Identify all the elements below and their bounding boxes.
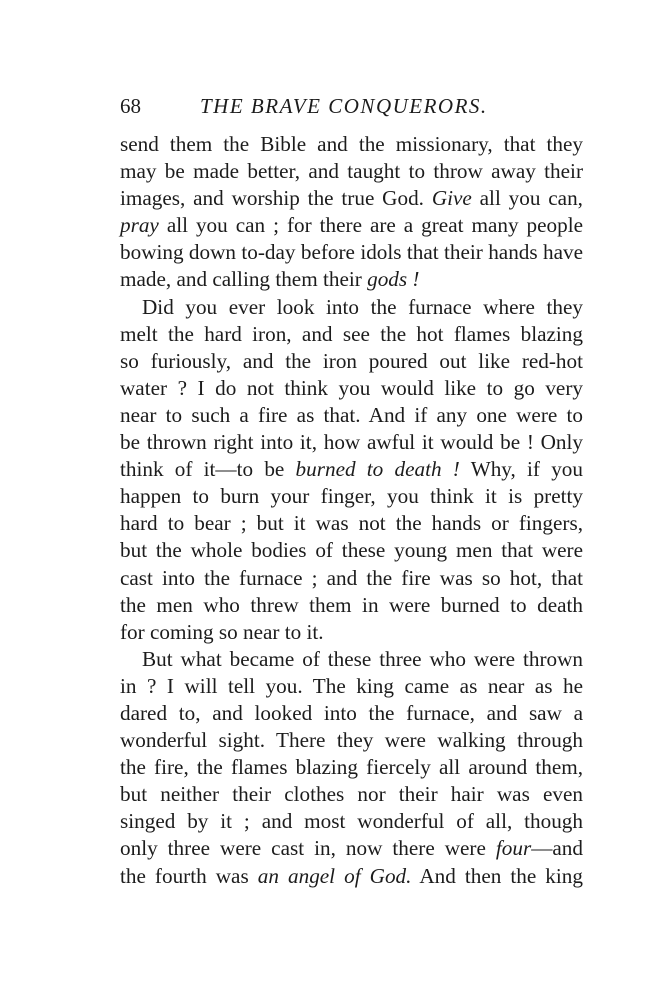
text-segment: dared to, and looked into the furnace, and saw a xyxy=(120,700,583,725)
text-line xyxy=(120,158,583,185)
text-segment: but neither their clothes nor their hair was even xyxy=(120,782,583,807)
italic-text: four xyxy=(495,836,532,861)
text-segment: bowing down to-day before idols that their hands have xyxy=(120,240,583,265)
text-line xyxy=(120,212,583,239)
running-head xyxy=(120,92,583,120)
text-segment: made, and calling them their xyxy=(120,267,368,292)
text-segment: all you can ; for there are a great many people xyxy=(158,213,583,238)
italic-text: an angel of God. xyxy=(257,863,412,888)
italic-text: burned to death ! xyxy=(295,457,460,482)
text-segment: happen to burn your finger, you think it is pretty xyxy=(120,484,583,509)
text-segment: the men who threw them in were burned to death xyxy=(120,592,583,617)
text-line xyxy=(120,565,583,592)
italic-text: Give xyxy=(431,186,472,211)
text-segment: but the whole bodies of these young men that were xyxy=(120,538,583,563)
text-segment: wonderful sight. There they were walking through xyxy=(120,728,583,753)
text-line xyxy=(120,808,583,835)
text-segment: may be made better, and taught to throw away their xyxy=(120,159,583,184)
text-segment: be thrown right into it, how awful it would be ! Only xyxy=(120,430,583,455)
text-line xyxy=(120,863,583,890)
text-segment: only three were cast in, now there were xyxy=(120,836,496,861)
text-line xyxy=(120,429,583,456)
text-segment: images, and worship the true God. xyxy=(120,186,432,211)
text-line xyxy=(120,456,583,483)
text-segment: water ? I do not think you would like to go very xyxy=(120,375,583,400)
body-text xyxy=(120,131,583,890)
text-segment: —and xyxy=(531,836,583,861)
text-line xyxy=(120,483,583,510)
text-line xyxy=(120,754,583,781)
running-title: THE BRAVE CONQUERORS. xyxy=(200,94,488,118)
text-line xyxy=(120,727,583,754)
text-segment: all you can, xyxy=(471,186,583,211)
text-segment: melt the hard iron, and see the hot flames blazing xyxy=(120,321,583,346)
text-line xyxy=(120,673,583,700)
text-line xyxy=(120,700,583,727)
text-line xyxy=(120,348,583,375)
text-segment: Why, if you xyxy=(459,457,583,482)
text-segment: hard to bear ; but it was not the hands or fingers, xyxy=(120,511,583,536)
text-line xyxy=(120,592,583,619)
text-segment: cast into the furnace ; and the fire was so hot, that xyxy=(120,565,583,590)
page-number: 68 xyxy=(120,94,141,118)
text-line xyxy=(120,646,583,673)
italic-text: gods ! xyxy=(367,267,420,292)
text-line xyxy=(120,510,583,537)
italic-text: pray xyxy=(120,213,159,238)
text-segment: the fourth was xyxy=(120,863,258,888)
text-segment: the fire, the flames blazing fiercely all around them, xyxy=(120,755,583,780)
text-segment: in ? I will tell you. The king came as near as he xyxy=(120,673,583,698)
text-line xyxy=(120,835,583,862)
text-segment: for coming so near to it. xyxy=(120,619,324,644)
text-line xyxy=(120,537,583,564)
text-line xyxy=(120,619,583,646)
text-segment: Did you ever look into the furnace where they xyxy=(142,294,583,319)
text-segment: think of it—to be xyxy=(120,457,296,482)
text-line xyxy=(120,375,583,402)
text-line xyxy=(120,131,583,158)
text-line xyxy=(120,294,583,321)
text-line xyxy=(120,402,583,429)
text-segment: singed by it ; and most wonderful of all, though xyxy=(120,809,583,834)
text-line xyxy=(120,185,583,212)
text-segment: And then the king xyxy=(411,863,583,888)
text-segment: so furiously, and the iron poured out like red-hot xyxy=(120,348,583,373)
text-line xyxy=(120,266,583,293)
text-line xyxy=(120,239,583,266)
text-line xyxy=(120,321,583,348)
text-segment: near to such a fire as that. And if any one were to xyxy=(120,402,583,427)
text-segment: But what became of these three who were thrown xyxy=(142,646,583,671)
text-segment: send them the Bible and the missionary, that they xyxy=(120,132,583,156)
text-line xyxy=(120,781,583,808)
